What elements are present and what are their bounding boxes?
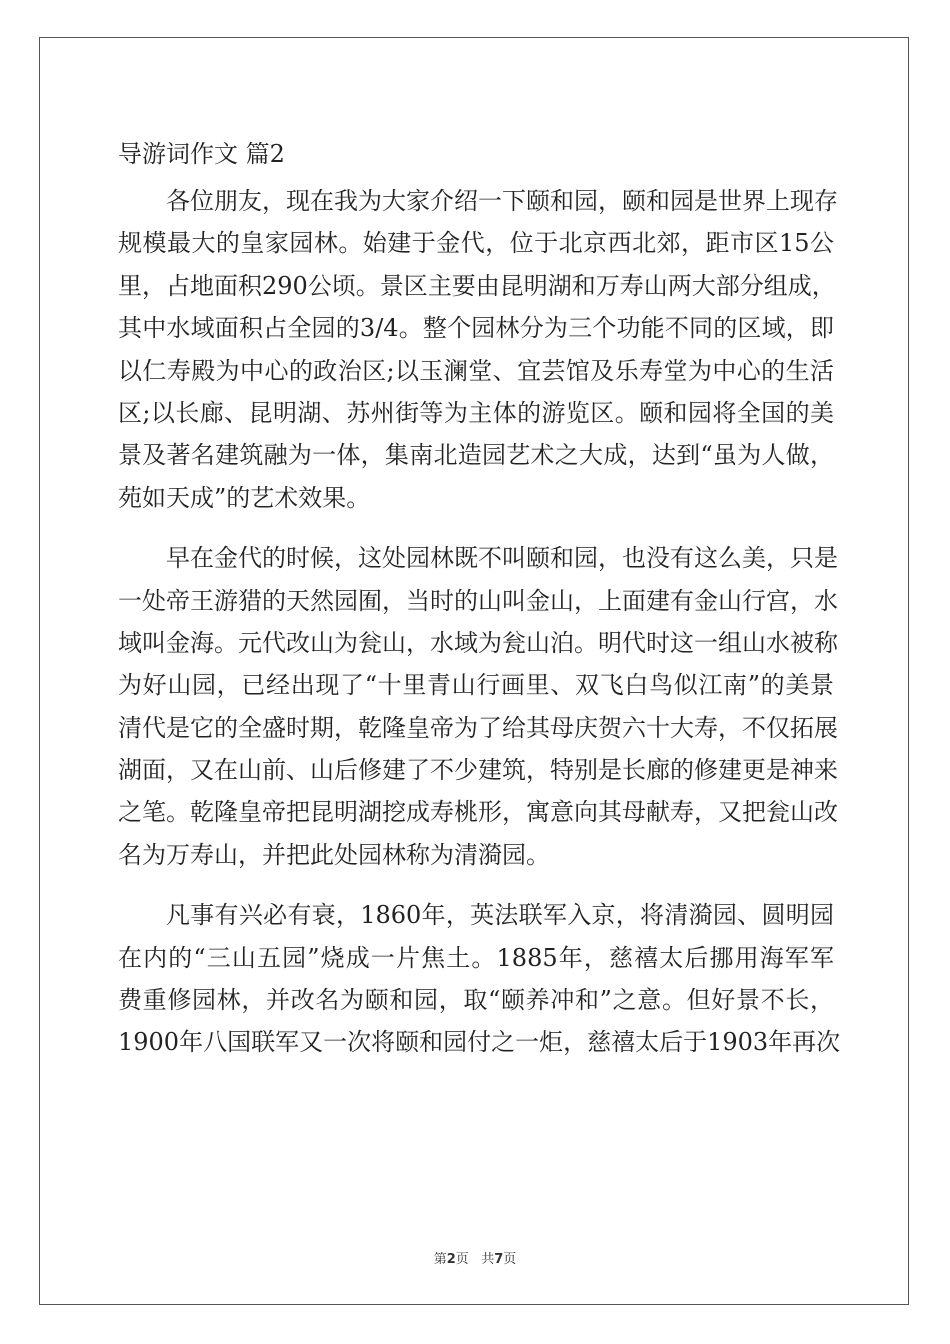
current-page-number: 2 [446, 1252, 456, 1267]
text-line: 其中水域面积占全园的3/4。整个园林分为三个功能不同的区域，即 [118, 314, 834, 343]
text-line: 清代是它的全盛时期，乾隆皇帝为了给其母庆贺六十大寿，不仅拓展 [118, 713, 838, 742]
text-line: 费重修园林，并改名为颐和园，取“颐养冲和”之意。但好景不长， [118, 986, 834, 1015]
text-line: 湖面，又在山前、山后修建了不少建筑，特别是长廊的修建更是神来 [118, 756, 838, 785]
text-line: 为好山园，已经出现了“十里青山行画里、双飞白鸟似江南”的美景 [118, 671, 834, 700]
text-line: 早在金代的时候，这处园林既不叫颐和园，也没有这么美，只是 [166, 544, 838, 573]
text-line: 以仁寿殿为中心的政治区;以玉澜堂、宜芸馆及乐寿堂为中心的生活 [118, 356, 834, 385]
footer-middle: 页 共 [455, 1252, 495, 1267]
text-line: 域叫金海。元代改山为瓮山，水域为瓮山泊。明代时这一组山水被称 [118, 628, 838, 657]
text-line: 在内的“三山五园”烧成一片焦土。1885年，慈禧太后挪用海军军 [118, 943, 834, 972]
text-line: 区;以长廊、昆明湖、苏州街等为主体的游览区。颐和园将全国的美 [118, 398, 834, 427]
paragraph [118, 894, 841, 1064]
text-line: 凡事有兴必有衰，1860年，英法联军入京，将清漪园、圆明园 [166, 901, 834, 930]
body-text [118, 180, 841, 1064]
footer-suffix: 页 [503, 1252, 517, 1267]
paragraph [118, 180, 838, 519]
page-footer [0, 1248, 950, 1267]
text-line: 里，占地面积290公顷。景区主要由昆明湖和万寿山两大部分组成， [118, 271, 836, 300]
text-line: 各位朋友，现在我为大家介绍一下颐和园，颐和园是世界上现存 [166, 187, 838, 215]
paragraph [118, 537, 838, 876]
text-line: 名为万寿山，并把此处园林称为清漪园。 [118, 840, 550, 869]
total-page-count: 7 [494, 1252, 504, 1267]
section-heading: 导游词作文 篇2 [118, 140, 285, 168]
footer-prefix: 第 [433, 1252, 447, 1267]
text-line: 苑如天成”的艺术效果。 [118, 483, 371, 512]
text-line: 景及著名建筑融为一体，集南北造园艺术之大成，达到“虽为人做， [118, 441, 834, 470]
text-line: 之笔。乾隆皇帝把昆明湖挖成寿桃形，寓意向其母献寿，又把瓮山改 [118, 798, 838, 827]
text-line: 一处帝王游猎的天然园囿，当时的山叫金山，上面建有金山行宫，水 [118, 586, 838, 615]
text-line: 1900年八国联军又一次将颐和园付之一炬，慈禧太后于1903年再次 [118, 1028, 841, 1057]
text-line: 规模最大的皇家园林。始建于金代，位于北京西北郊，距市区15公 [118, 229, 834, 258]
